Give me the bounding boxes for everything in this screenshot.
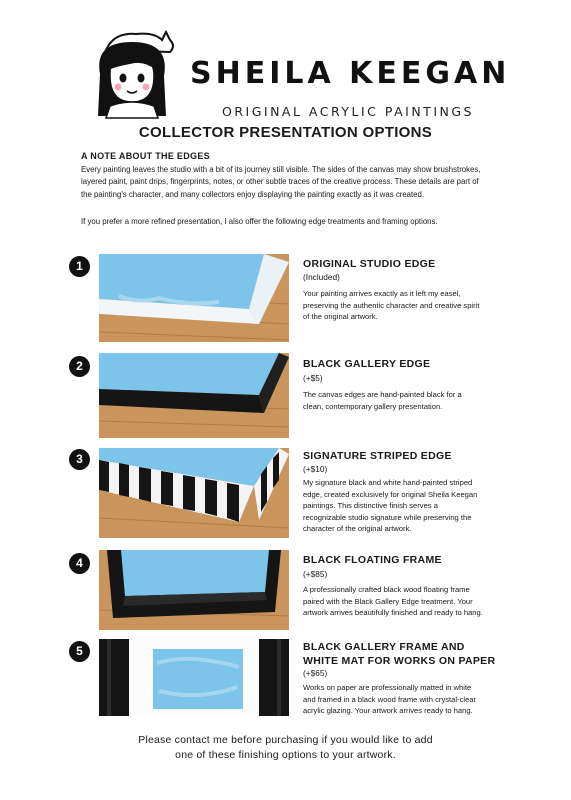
option-2-photo (99, 353, 289, 438)
option-price: (+$85) (303, 569, 328, 579)
note-paragraph-1: Every painting leaves the studio with a bit of its journey still visible. The sides of the canvas may show brushstrokes, layered paint, paint drips, fingerprints, notes, or other subtle traces of the creative process. These details are part of the painting's character, and many collectors enjoy displaying the painting exactly as it was created. (81, 165, 481, 199)
brand-subtitle: ORIGINAL ACRYLIC PAINTINGS (222, 104, 474, 119)
option-3-photo (99, 448, 289, 538)
option-description: Works on paper are professionally matted in white and framed in a black wood frame with crystal-clear acrylic glazing. Your artwork arrives ready to hang. (303, 683, 477, 716)
option-description: My signature black and white hand-painted striped edge, created exclusively for original Sheila Keegan paintings. This distinctive finish serves a recognizable studio signature while preserving the character of the original artwork. (303, 478, 478, 534)
footer-line-1: Please contact me before purchasing if you would like to add (138, 734, 433, 746)
option-title: ORIGINAL STUDIO EDGE (303, 258, 436, 270)
page-title: COLLECTOR PRESENTATION OPTIONS (138, 124, 433, 141)
option-title: BLACK GALLERY FRAME AND WHITE MAT FOR WORKS ON PAPER (303, 641, 496, 667)
option-number-badge: 4 (69, 553, 90, 574)
option-number-badge: 2 (69, 356, 90, 377)
artist-avatar-logo (84, 24, 180, 122)
option-description: The canvas edges are hand-painted black for a clean, contemporary gallery presentation. (303, 390, 462, 411)
header (0, 18, 571, 119)
option-price: (+$5) (303, 373, 323, 383)
option-title: SIGNATURE STRIPED EDGE (303, 450, 452, 462)
option-description: Your painting arrives exactly as it left my easel, preserving the authentic character and creative spirit of the original artwork. (303, 289, 480, 322)
option-title: BLACK FLOATING FRAME (303, 554, 442, 566)
note-paragraph-2: If you prefer a more refined presentation, I also offer the following edge treatments and framing options. (81, 217, 438, 226)
option-description: A professionally crafted black wood floating frame paired with the Black Gallery Edge treatment. Your artwork arrives beautifully finished and ready to hang. (303, 585, 483, 618)
option-price: (+$65) (303, 668, 328, 678)
brand-name: SHEILA KEEGAN (190, 56, 511, 91)
option-number-badge: 5 (69, 641, 90, 662)
option-number-badge: 3 (69, 449, 90, 470)
option-1-photo (99, 254, 289, 342)
note-heading: A NOTE ABOUT THE EDGES (81, 151, 210, 161)
option-4-photo (99, 550, 289, 630)
option-price: (Included) (303, 272, 340, 282)
option-price: (+$10) (303, 464, 328, 474)
footer-note (0, 733, 571, 762)
option-5-photo (99, 639, 289, 716)
option-number-badge: 1 (69, 256, 90, 277)
option-title: BLACK GALLERY EDGE (303, 358, 431, 370)
footer-line-2: one of these finishing options to your artwork. (175, 748, 396, 761)
